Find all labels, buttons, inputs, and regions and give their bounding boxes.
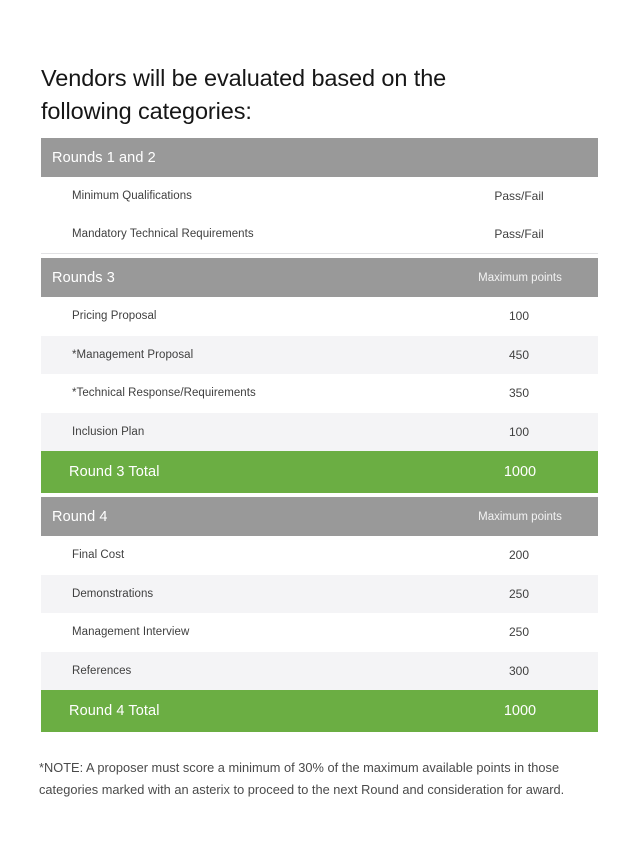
section-title: Round 4 [52, 508, 108, 525]
row-value: 350 [508, 386, 530, 401]
row-label: Management Interview [72, 626, 190, 639]
row-label: Minimum Qualifications [72, 190, 192, 203]
row-label: Final Cost [72, 549, 125, 562]
total-label: Round 4 Total [69, 703, 160, 719]
footnote-note: *NOTE: A proposer must score a minimum of 30% of the maximum available points in those categories marked with an asterix to proceed to the next Round and consideration for award. [39, 759, 565, 797]
row-label: *Technical Response/Requirements [72, 387, 256, 400]
total-row-round-4 [41, 690, 598, 732]
row-value: 200 [508, 548, 530, 563]
table-row [41, 177, 598, 216]
section-points-label: Maximum points [478, 271, 562, 284]
row-label: Pricing Proposal [72, 310, 157, 323]
page-title-line-2: following categories: [41, 97, 252, 124]
section-header-round-4 [41, 497, 598, 536]
total-value: 1000 [503, 703, 537, 719]
row-value: 250 [508, 586, 530, 601]
table-row [41, 613, 598, 652]
total-row-round-3 [41, 451, 598, 493]
row-label: References [72, 664, 132, 677]
section-title: Rounds 1 and 2 [52, 149, 156, 166]
row-value: 250 [508, 625, 530, 640]
table-row [41, 374, 598, 413]
row-value: 450 [508, 347, 530, 362]
table-row [41, 652, 598, 691]
page-title [41, 62, 511, 128]
evaluation-categories-table [41, 138, 598, 732]
total-value: 1000 [503, 464, 537, 480]
row-label: *Management Proposal [72, 348, 194, 361]
row-value: 100 [508, 309, 530, 324]
row-value: Pass/Fail [494, 227, 544, 242]
row-label: Inclusion Plan [72, 425, 145, 438]
table-row [41, 413, 598, 452]
table-row [41, 216, 598, 255]
table-row [41, 575, 598, 614]
row-value: 100 [508, 424, 530, 439]
total-label: Round 3 Total [69, 464, 160, 480]
section-title: Rounds 3 [52, 269, 115, 286]
section-header-rounds-3 [41, 258, 598, 297]
table-row [41, 536, 598, 575]
page-title-line-1: Vendors will be evaluated based on the [41, 64, 447, 91]
table-row [41, 297, 598, 336]
section-points-label: Maximum points [478, 510, 562, 523]
section-header-rounds-1-and-2 [41, 138, 598, 177]
table-row [41, 336, 598, 375]
row-value: 300 [508, 663, 530, 678]
row-value: Pass/Fail [494, 189, 544, 204]
row-label: Demonstrations [72, 587, 154, 600]
row-label: Mandatory Technical Requirements [72, 228, 254, 241]
